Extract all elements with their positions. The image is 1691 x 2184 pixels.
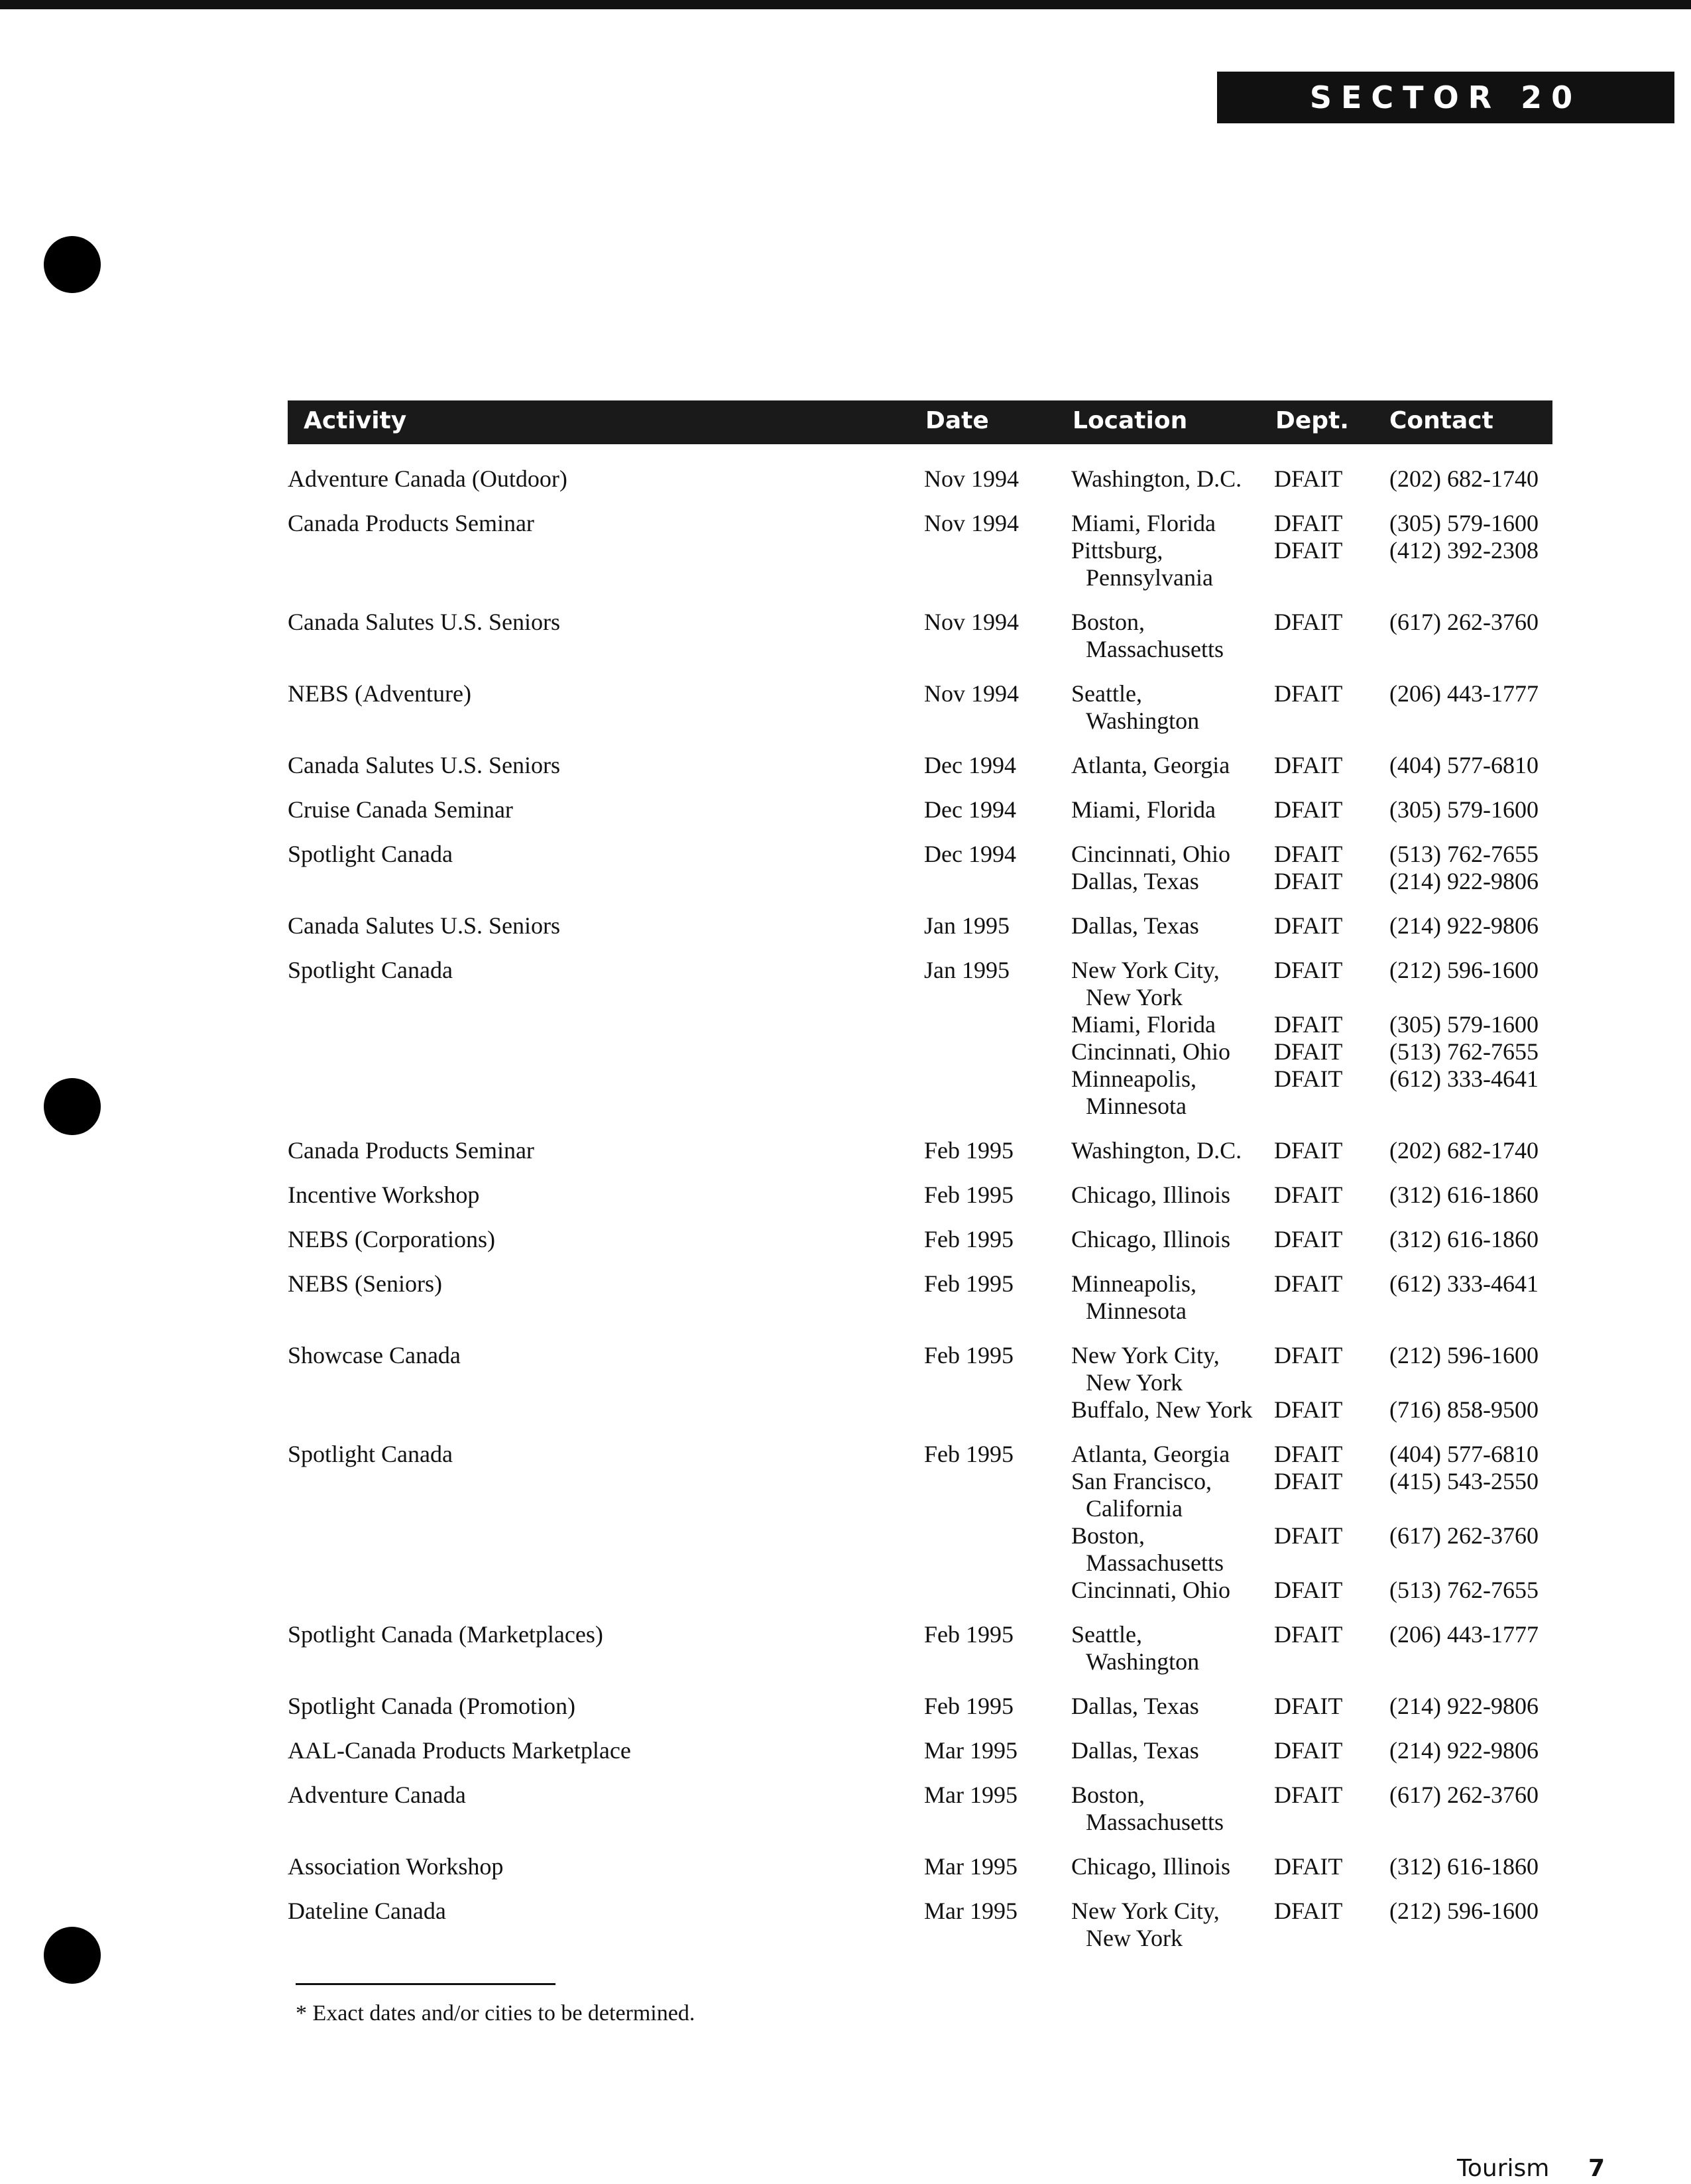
location-line: Washington (1086, 1648, 1200, 1675)
location-cell (1071, 1737, 1199, 1764)
dept-cell (1274, 841, 1342, 895)
location-line: Massachusetts (1086, 1809, 1224, 1835)
activity-cell: NEBS (Corporations) (288, 1226, 495, 1252)
dept-value: DFAIT (1274, 1270, 1343, 1297)
dept-value: DFAIT (1274, 1621, 1343, 1648)
location-line: Chicago, Illinois (1071, 1853, 1230, 1880)
dept-cell (1274, 1270, 1342, 1325)
contact-cell (1389, 957, 1539, 1120)
dept-value: DFAIT (1274, 912, 1343, 939)
location-line: Boston, (1071, 1782, 1145, 1808)
date-cell: Mar 1995 (924, 1853, 1018, 1880)
location-cell (1071, 841, 1230, 895)
contact-cell (1389, 510, 1539, 591)
contact-cell (1389, 1226, 1539, 1253)
contact-value: (312) 616-1860 (1389, 1853, 1539, 1880)
dept-cell (1274, 1342, 1342, 1424)
activity-cell: NEBS (Adventure) (288, 680, 471, 707)
dept-value: DFAIT (1274, 1011, 1343, 1038)
top-border (0, 0, 1691, 9)
dept-value: DFAIT (1274, 841, 1343, 867)
location-line: Seattle, (1071, 680, 1142, 707)
contact-value: (305) 579-1600 (1389, 1011, 1539, 1038)
activity-cell: Adventure Canada (288, 1782, 466, 1808)
dept-value: DFAIT (1274, 1226, 1343, 1252)
contact-value: (513) 762-7655 (1389, 1577, 1539, 1603)
location-cell (1071, 1621, 1199, 1675)
activity-cell: Spotlight Canada (Marketplaces) (288, 1621, 603, 1648)
contact-value: (617) 262-3760 (1389, 609, 1539, 635)
contact-value: (617) 262-3760 (1389, 1782, 1539, 1808)
date-cell: Feb 1995 (924, 1441, 1014, 1467)
dept-cell (1274, 1898, 1342, 1952)
contact-value: (412) 392-2308 (1389, 537, 1539, 564)
activity-cell: Incentive Workshop (288, 1182, 480, 1208)
dept-cell (1274, 796, 1342, 823)
contact-cell (1389, 1342, 1539, 1424)
dept-cell (1274, 1737, 1342, 1764)
date-cell: Feb 1995 (924, 1182, 1014, 1208)
column-header-contact: Contact (1389, 407, 1493, 434)
contact-value: (214) 922-9806 (1389, 1737, 1539, 1764)
dept-value: DFAIT (1274, 1441, 1343, 1467)
date-cell: Feb 1995 (924, 1270, 1014, 1297)
dept-value: DFAIT (1274, 1898, 1343, 1924)
footnote: * Exact dates and/or cities to be determined. (296, 2001, 695, 2026)
location-line: New York City, (1071, 957, 1220, 983)
dept-value: DFAIT (1274, 1182, 1343, 1208)
dept-value: DFAIT (1274, 752, 1343, 778)
date-cell: Jan 1995 (924, 957, 1010, 983)
location-line: Dallas, Texas (1071, 912, 1199, 939)
contact-value: (214) 922-9806 (1389, 1693, 1539, 1719)
contact-cell (1389, 796, 1539, 823)
dept-value: DFAIT (1274, 1342, 1343, 1368)
contact-value: (206) 443-1777 (1389, 680, 1539, 707)
location-line: Miami, Florida (1071, 1011, 1216, 1038)
location-line: Massachusetts (1086, 1549, 1224, 1576)
date-cell: Nov 1994 (924, 609, 1019, 635)
contact-value: (404) 577-6810 (1389, 1441, 1539, 1467)
location-cell (1071, 1898, 1220, 1952)
location-cell (1071, 1693, 1199, 1720)
location-line: California (1086, 1495, 1183, 1522)
dept-value: DFAIT (1274, 1737, 1343, 1764)
location-line: Minneapolis, (1071, 1270, 1196, 1297)
activity-cell: Dateline Canada (288, 1898, 446, 1924)
column-header-activity: Activity (304, 407, 407, 434)
activity-cell: AAL-Canada Products Marketplace (288, 1737, 631, 1764)
location-line: New York City, (1071, 1342, 1220, 1368)
location-line: New York (1086, 1369, 1183, 1396)
location-cell (1071, 510, 1216, 591)
location-cell (1071, 912, 1199, 940)
date-cell: Mar 1995 (924, 1782, 1018, 1808)
contact-value: (202) 682-1740 (1389, 465, 1539, 492)
activity-cell: Canada Salutes U.S. Seniors (288, 912, 560, 939)
dept-value: DFAIT (1274, 868, 1343, 894)
location-line: Cincinnati, Ohio (1071, 1577, 1230, 1603)
contact-cell (1389, 609, 1539, 663)
activity-cell: Adventure Canada (Outdoor) (288, 465, 567, 492)
dept-value: DFAIT (1274, 1522, 1343, 1549)
dept-value: DFAIT (1274, 796, 1343, 823)
activity-cell: Spotlight Canada (288, 957, 453, 983)
dept-cell (1274, 1226, 1342, 1253)
binder-hole (44, 1078, 101, 1135)
location-cell (1071, 1853, 1230, 1880)
date-cell: Jan 1995 (924, 912, 1010, 939)
binder-hole (44, 236, 101, 293)
location-line: Dallas, Texas (1071, 1693, 1199, 1719)
contact-value: (415) 543-2550 (1389, 1468, 1539, 1494)
location-line: Minneapolis, (1071, 1065, 1196, 1092)
dept-cell (1274, 1441, 1342, 1604)
location-cell (1071, 1137, 1242, 1164)
contact-cell (1389, 465, 1539, 493)
location-line: Cincinnati, Ohio (1071, 841, 1230, 867)
location-line: Dallas, Texas (1071, 1737, 1199, 1764)
dept-value: DFAIT (1274, 1396, 1343, 1423)
footer-section: Tourism (1457, 2155, 1550, 2182)
date-cell: Nov 1994 (924, 680, 1019, 707)
dept-cell (1274, 1621, 1342, 1675)
dept-value: DFAIT (1274, 1065, 1343, 1092)
activity-cell: Spotlight Canada (288, 1441, 453, 1467)
contact-value: (202) 682-1740 (1389, 1137, 1539, 1164)
contact-cell (1389, 1737, 1539, 1764)
activity-cell: Canada Products Seminar (288, 1137, 534, 1164)
location-cell (1071, 680, 1199, 735)
dept-value: DFAIT (1274, 1853, 1343, 1880)
page-number: 7 (1588, 2155, 1605, 2182)
location-cell (1071, 957, 1230, 1120)
date-cell: Feb 1995 (924, 1137, 1014, 1164)
location-line: Massachusetts (1086, 636, 1224, 662)
date-cell: Feb 1995 (924, 1342, 1014, 1368)
dept-cell (1274, 1182, 1342, 1209)
contact-cell (1389, 1270, 1539, 1325)
location-cell (1071, 465, 1242, 493)
dept-value: DFAIT (1274, 510, 1343, 536)
location-line: New York City, (1071, 1898, 1220, 1924)
table-header (288, 400, 1552, 444)
contact-value: (206) 443-1777 (1389, 1621, 1539, 1648)
activity-cell: Association Workshop (288, 1853, 504, 1880)
dept-value: DFAIT (1274, 957, 1343, 983)
location-cell (1071, 1342, 1252, 1424)
contact-value: (312) 616-1860 (1389, 1226, 1539, 1252)
location-line: San Francisco, (1071, 1468, 1212, 1494)
dept-cell (1274, 957, 1342, 1120)
date-cell: Nov 1994 (924, 510, 1019, 536)
contact-cell (1389, 841, 1539, 895)
sector-label: SECTOR 20 (1217, 72, 1674, 123)
location-line: Washington, D.C. (1071, 1137, 1242, 1164)
location-line: Miami, Florida (1071, 510, 1216, 536)
dept-value: DFAIT (1274, 1468, 1343, 1494)
contact-cell (1389, 752, 1539, 779)
location-line: Buffalo, New York (1071, 1396, 1253, 1423)
location-line: Minnesota (1086, 1093, 1187, 1119)
activity-cell: Canada Salutes U.S. Seniors (288, 752, 560, 778)
dept-value: DFAIT (1274, 1577, 1343, 1603)
dept-cell (1274, 680, 1342, 735)
contact-value: (212) 596-1600 (1389, 1898, 1539, 1924)
dept-cell (1274, 609, 1342, 663)
location-cell (1071, 752, 1230, 779)
contact-value: (214) 922-9806 (1389, 868, 1539, 894)
contact-value: (305) 579-1600 (1389, 796, 1539, 823)
activity-cell: Spotlight Canada (288, 841, 453, 867)
location-line: Chicago, Illinois (1071, 1226, 1230, 1252)
dept-value: DFAIT (1274, 1693, 1343, 1719)
location-line: Minnesota (1086, 1298, 1187, 1324)
location-line: New York (1086, 1925, 1183, 1951)
activity-cell: Showcase Canada (288, 1342, 461, 1368)
dept-cell (1274, 510, 1342, 591)
dept-value: DFAIT (1274, 465, 1343, 492)
location-line: Pittsburg, (1071, 537, 1163, 564)
location-line: Cincinnati, Ohio (1071, 1038, 1230, 1065)
contact-cell (1389, 680, 1539, 735)
dept-cell (1274, 752, 1342, 779)
date-cell: Feb 1995 (924, 1621, 1014, 1648)
location-cell (1071, 796, 1216, 823)
contact-cell (1389, 1782, 1539, 1836)
dept-value: DFAIT (1274, 1038, 1343, 1065)
location-line: Atlanta, Georgia (1071, 752, 1230, 778)
activity-cell: Canada Products Seminar (288, 510, 534, 536)
dept-value: DFAIT (1274, 1782, 1343, 1808)
contact-cell (1389, 1693, 1539, 1720)
dept-value: DFAIT (1274, 1137, 1343, 1164)
dept-cell (1274, 1853, 1342, 1880)
dept-cell (1274, 1782, 1342, 1836)
location-line: Washington (1086, 707, 1200, 734)
date-cell: Mar 1995 (924, 1898, 1018, 1924)
dept-value: DFAIT (1274, 537, 1343, 564)
location-line: Dallas, Texas (1071, 868, 1199, 894)
contact-value: (617) 262-3760 (1389, 1522, 1539, 1549)
activity-cell: Cruise Canada Seminar (288, 796, 513, 823)
date-cell: Dec 1994 (924, 796, 1016, 823)
contact-value: (212) 596-1600 (1389, 1342, 1539, 1368)
activity-cell: NEBS (Seniors) (288, 1270, 442, 1297)
date-cell: Dec 1994 (924, 752, 1016, 778)
location-line: Boston, (1071, 1522, 1145, 1549)
location-line: New York (1086, 984, 1183, 1010)
dept-cell (1274, 465, 1342, 493)
contact-value: (305) 579-1600 (1389, 510, 1539, 536)
contact-value: (612) 333-4641 (1389, 1270, 1539, 1297)
location-cell (1071, 1270, 1196, 1325)
location-line: Seattle, (1071, 1621, 1142, 1648)
binder-hole (44, 1927, 101, 1984)
contact-cell (1389, 1137, 1539, 1164)
contact-value: (612) 333-4641 (1389, 1065, 1539, 1092)
contact-cell (1389, 1898, 1539, 1952)
activity-cell: Canada Salutes U.S. Seniors (288, 609, 560, 635)
footnote-rule (296, 1983, 555, 1985)
contact-value: (513) 762-7655 (1389, 1038, 1539, 1065)
contact-value: (513) 762-7655 (1389, 841, 1539, 867)
location-line: Atlanta, Georgia (1071, 1441, 1230, 1467)
location-line: Washington, D.C. (1071, 465, 1242, 492)
location-line: Pennsylvania (1086, 564, 1213, 591)
contact-value: (312) 616-1860 (1389, 1182, 1539, 1208)
column-header-location: Location (1073, 407, 1188, 434)
location-cell (1071, 609, 1224, 663)
date-cell: Dec 1994 (924, 841, 1016, 867)
dept-cell (1274, 912, 1342, 940)
contact-cell (1389, 1182, 1539, 1209)
location-line: Boston, (1071, 609, 1145, 635)
location-line: Chicago, Illinois (1071, 1182, 1230, 1208)
date-cell: Mar 1995 (924, 1737, 1018, 1764)
date-cell: Feb 1995 (924, 1226, 1014, 1252)
dept-value: DFAIT (1274, 680, 1343, 707)
contact-cell (1389, 1621, 1539, 1675)
contact-value: (214) 922-9806 (1389, 912, 1539, 939)
contact-value: (716) 858-9500 (1389, 1396, 1539, 1423)
column-header-dept: Dept. (1275, 407, 1349, 434)
contact-cell (1389, 912, 1539, 940)
date-cell: Feb 1995 (924, 1693, 1014, 1719)
dept-cell (1274, 1137, 1342, 1164)
contact-value: (212) 596-1600 (1389, 957, 1539, 983)
location-cell (1071, 1226, 1230, 1253)
dept-cell (1274, 1693, 1342, 1720)
contact-value: (404) 577-6810 (1389, 752, 1539, 778)
column-header-date: Date (925, 407, 989, 434)
location-line: Miami, Florida (1071, 796, 1216, 823)
contact-cell (1389, 1441, 1539, 1604)
activity-cell: Spotlight Canada (Promotion) (288, 1693, 575, 1719)
contact-cell (1389, 1853, 1539, 1880)
dept-value: DFAIT (1274, 609, 1343, 635)
location-cell (1071, 1182, 1230, 1209)
date-cell: Nov 1994 (924, 465, 1019, 492)
location-cell (1071, 1441, 1230, 1604)
location-cell (1071, 1782, 1224, 1836)
